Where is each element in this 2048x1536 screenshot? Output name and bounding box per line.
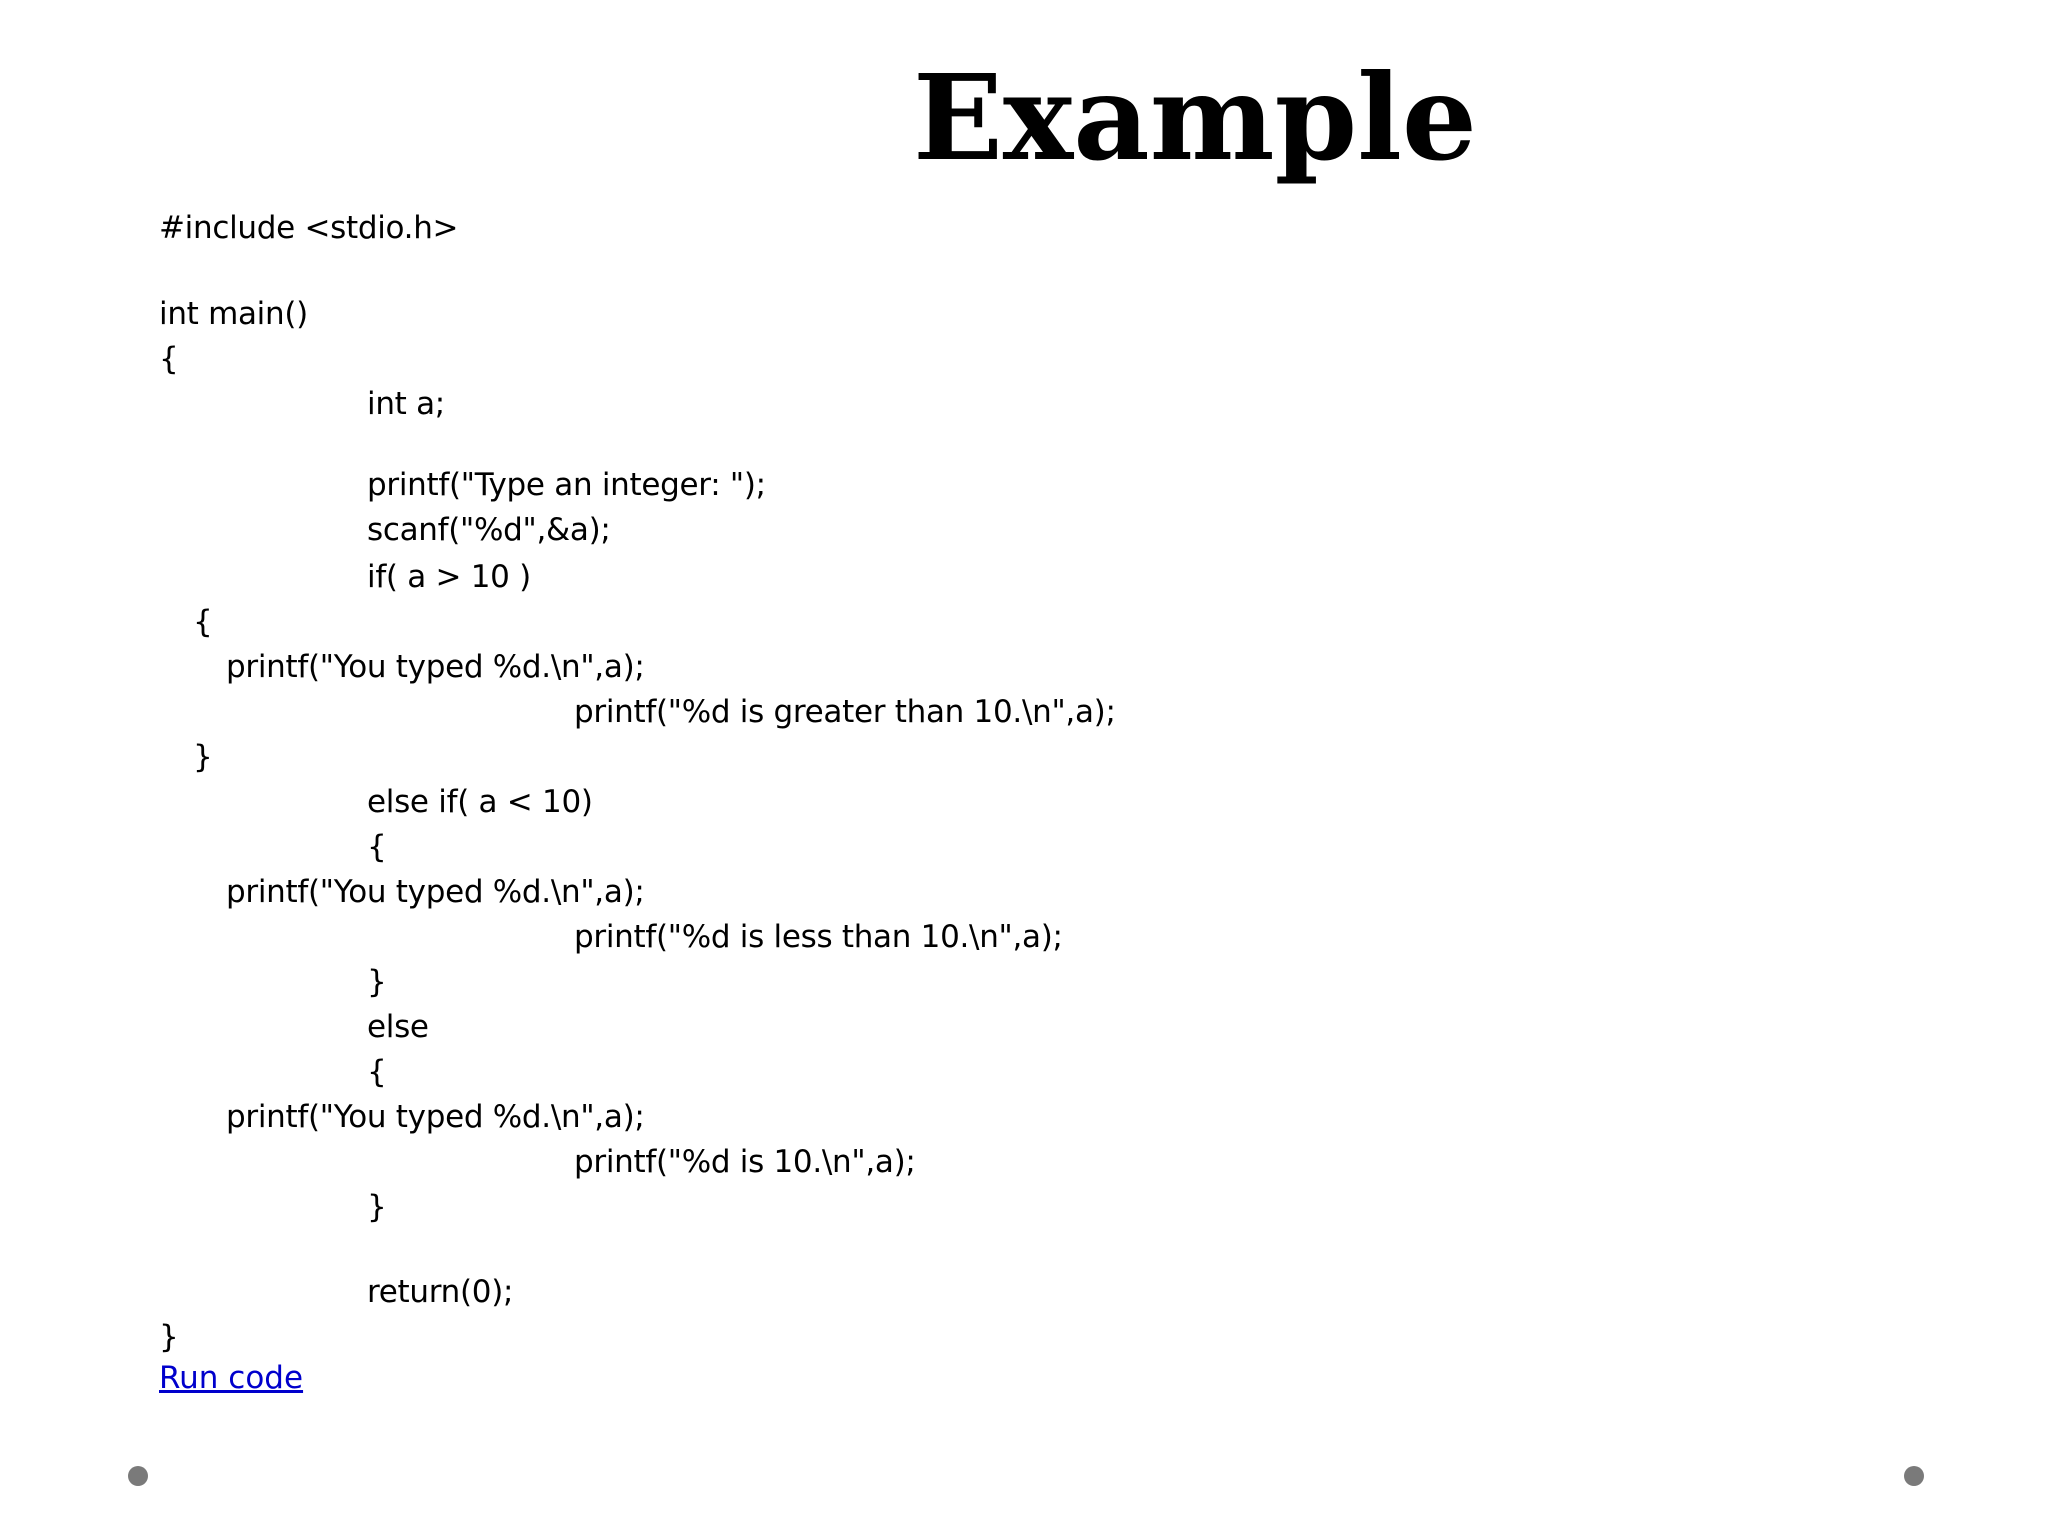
code-line: { xyxy=(193,604,213,640)
code-line: printf("You typed %d.\n",a); xyxy=(226,1099,645,1135)
code-line: else xyxy=(367,1009,429,1045)
code-line: { xyxy=(367,829,387,865)
code-line: printf("%d is less than 10.\n",a); xyxy=(574,919,1063,955)
code-line: printf("You typed %d.\n",a); xyxy=(226,649,645,685)
code-line: #include <stdio.h> xyxy=(159,210,459,246)
code-line: { xyxy=(367,1054,387,1090)
code-line: return(0); xyxy=(367,1274,514,1310)
code-line: } xyxy=(193,739,213,775)
code-line: } xyxy=(159,1319,179,1355)
code-line: printf("%d is 10.\n",a); xyxy=(574,1144,916,1180)
prev-slide-dot-icon[interactable] xyxy=(128,1466,148,1486)
code-line: printf("You typed %d.\n",a); xyxy=(226,874,645,910)
code-line: { xyxy=(159,341,179,377)
slide-title: Example xyxy=(912,48,1477,187)
code-line: int main() xyxy=(159,296,308,332)
code-line: printf("Type an integer: "); xyxy=(367,467,766,503)
code-line: } xyxy=(367,964,387,1000)
next-slide-dot-icon[interactable] xyxy=(1904,1466,1924,1486)
run-code-link[interactable]: Run code xyxy=(159,1360,304,1396)
code-line: else if( a < 10) xyxy=(367,784,593,820)
code-line: printf("%d is greater than 10.\n",a); xyxy=(574,694,1116,730)
code-line: } xyxy=(367,1189,387,1225)
code-line: if( a > 10 ) xyxy=(367,559,531,595)
code-line: int a; xyxy=(367,386,445,422)
code-line: scanf("%d",&a); xyxy=(367,512,611,548)
